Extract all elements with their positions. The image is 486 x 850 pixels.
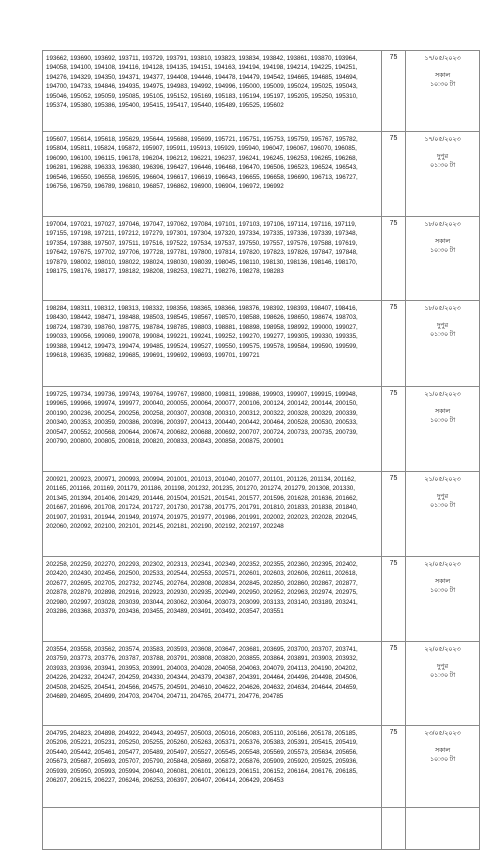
roll-numbers-cell: 193662, 193690, 193692, 193711, 193729, 193791, 193810, 193823, 193834, 193842, 193861, 193870, 193964, 194058, 194100, 194108, 194116, 194128, 194135, 194151, 194163, 194194, 194198, 194214, 194225, 194251, 194276, 194329, 194350, 194371, 194377, 194408, 194446, 194478, 194479, 194542, 194665, 194685, 194694, 194700, 194733, 194846, 194935, 194975, 194983, 194992, 194996, 195000, 195009, 195024, 195025, 195043, 195046, 195052, 195059, 195085, 195105, 195152, 195169, 195183, 195194, 195197, 195205, 195250, 195310, 195374, 195380, 195386, 195400, 195415, 195417, 195440, 195489, 195525, 195602	[43, 51, 382, 132]
schedule-cell	[406, 472, 480, 557]
candidate-count-cell: 75	[382, 51, 406, 132]
exam-time: ০১:৩০ টা	[429, 331, 456, 338]
exam-date: ২১/০৫/২০২৩	[424, 476, 461, 483]
exam-time: ১০:৩০ টা	[429, 81, 456, 88]
exam-date: ২২/০৫/২০২৩	[424, 646, 461, 653]
candidate-count-cell: 75	[382, 132, 406, 217]
schedule-cell	[406, 51, 480, 132]
schedule-cell	[406, 808, 480, 850]
exam-time: ০১:৩০ টা	[429, 672, 456, 679]
exam-date: ২১/০৫/২০২৩	[424, 391, 461, 398]
candidate-count-cell	[382, 808, 406, 850]
schedule-cell	[406, 642, 480, 726]
roll-numbers-cell	[43, 808, 382, 850]
table-row	[43, 132, 480, 217]
schedule-cell	[406, 132, 480, 217]
exam-session: সকাল	[434, 238, 451, 245]
schedule-cell	[406, 387, 480, 472]
roll-numbers-cell: 198284, 198311, 198312, 198313, 198332, 198356, 198365, 198366, 198376, 198392, 198393, 198407, 198416, 198430, 198442, 198471, 198488, 198503, 198545, 198567, 198570, 198588, 198626, 198650, 198674, 198703, 198724, 198739, 198760, 198775, 198784, 198785, 198803, 198881, 198898, 198958, 198992, 199000, 199027, 199033, 199056, 199069, 199078, 199084, 199221, 199241, 199252, 199270, 199277, 199305, 199330, 199335, 199388, 199412, 199473, 199474, 199485, 199524, 199527, 199550, 199575, 199578, 199584, 199590, 199599, 199618, 199635, 199682, 199685, 199691, 199692, 199693, 199701, 199721	[43, 301, 382, 387]
roll-numbers-cell: 200921, 200923, 200971, 200993, 200994, 201001, 201013, 201040, 201077, 201101, 201126, 201134, 201162, 201165, 201166, 201169, 201179, 201186, 201198, 201232, 201235, 201270, 201274, 201279, 201308, 201330, 201345, 201394, 201406, 201429, 201446, 201504, 201521, 201541, 201577, 201596, 201628, 201636, 201662, 201667, 201696, 201708, 201724, 201727, 201730, 201738, 201775, 201791, 201810, 201833, 201838, 201840, 201907, 201931, 201944, 201949, 201974, 201975, 201977, 201986, 201991, 202002, 202023, 202028, 202045, 202060, 202092, 202100, 202101, 202145, 202181, 202190, 202192, 202197, 202248	[43, 472, 382, 557]
exam-schedule-table	[42, 50, 480, 850]
exam-time: ১০:৩০ টা	[429, 417, 456, 424]
exam-time: ১০:৩০ টা	[429, 756, 456, 763]
exam-session: সকাল	[434, 408, 451, 415]
exam-session: দুপুর	[436, 322, 449, 329]
exam-session: সকাল	[434, 747, 451, 754]
exam-date: ১৮/০৫/২০২৩	[424, 305, 461, 312]
schedule-cell	[406, 217, 480, 301]
table-row	[43, 472, 480, 557]
table-row	[43, 642, 480, 726]
table-row	[43, 387, 480, 472]
exam-date: ১৭/০৫/২০২৩	[424, 136, 461, 143]
roll-numbers-cell: 202258, 202259, 202270, 202293, 202302, 202313, 202341, 202349, 202352, 202355, 202360, 202395, 202402, 202420, 202430, 202456, 202500, 202533, 202544, 202553, 202571, 202601, 202603, 202606, 202611, 202618, 202677, 202695, 202705, 202732, 202745, 202764, 202808, 202834, 202845, 202850, 202860, 202867, 202877, 202878, 202879, 202898, 202916, 202923, 202930, 202935, 202949, 202950, 202952, 202963, 202974, 202975, 202980, 202997, 203028, 203039, 203044, 203062, 203064, 203073, 203099, 203133, 203140, 203189, 203241, 203286, 203368, 203379, 203436, 203455, 203489, 203491, 203492, 203547, 203551	[43, 557, 382, 642]
roll-numbers-cell: 197004, 197021, 197027, 197046, 197047, 197062, 197084, 197101, 197103, 197106, 197114, 197116, 197119, 197155, 197198, 197211, 197212, 197279, 197301, 197304, 197320, 197334, 197335, 197336, 197339, 197348, 197354, 197388, 197507, 197511, 197516, 197522, 197534, 197537, 197550, 197557, 197576, 197588, 197619, 197642, 197675, 197702, 197706, 197728, 197781, 197800, 197814, 197820, 197823, 197826, 197847, 197848, 197879, 198002, 198010, 198022, 198024, 198030, 198039, 198045, 198110, 198130, 198136, 198146, 198170, 198175, 198176, 198177, 198182, 198208, 198253, 198271, 198276, 198278, 198283	[43, 217, 382, 301]
roll-numbers-cell: 204795, 204823, 204898, 204922, 204943, 204957, 205003, 205016, 205083, 205110, 205166, 205178, 205185, 205206, 205221, 205231, 205250, 205255, 205260, 205263, 205371, 205376, 205383, 205391, 205415, 205419, 205440, 205442, 205461, 205477, 205489, 205497, 205527, 205545, 205548, 205569, 205573, 205634, 205656, 205673, 205687, 205693, 205707, 205790, 205848, 205869, 205872, 205876, 205909, 205920, 205925, 205936, 205939, 205950, 205993, 205994, 206040, 206081, 206101, 206123, 206151, 206152, 206164, 206176, 206185, 206207, 206215, 206227, 206246, 206253, 206397, 206407, 206414, 206429, 206453	[43, 726, 382, 808]
exam-session: সকাল	[434, 72, 451, 79]
exam-time: ১০:৩০ টা	[429, 587, 456, 594]
table-row	[43, 557, 480, 642]
candidate-count-cell: 75	[382, 726, 406, 808]
exam-time: ০১:৩০ টা	[429, 502, 456, 509]
roll-numbers-cell: 203554, 203558, 203562, 203574, 203583, 203593, 203608, 203647, 203681, 203695, 203700, 203707, 203741, 203759, 203773, 203776, 203787, 203788, 203791, 203808, 203820, 203855, 203864, 203891, 203903, 203932, 203933, 203936, 203941, 203953, 203991, 204003, 204028, 204058, 204063, 204079, 204113, 204190, 204202, 204226, 204232, 204247, 204259, 204330, 204344, 204379, 204387, 204391, 204464, 204496, 204498, 204506, 204508, 204525, 204541, 204566, 204575, 204591, 204610, 204622, 204626, 204632, 204634, 204644, 204659, 204689, 204695, 204699, 204703, 204704, 204711, 204765, 204771, 204776, 204785	[43, 642, 382, 726]
exam-session: দুপুর	[436, 663, 449, 670]
exam-date: ১৮/০৫/২০২৩	[424, 221, 461, 228]
exam-time: ১০:৩০ টা	[429, 247, 456, 254]
candidate-count-cell: 75	[382, 301, 406, 387]
table-row	[43, 301, 480, 387]
exam-session: সকাল	[434, 578, 451, 585]
exam-session: দুপুর	[436, 153, 449, 160]
candidate-count-cell: 75	[382, 387, 406, 472]
table-row	[43, 726, 480, 808]
table-row	[43, 51, 480, 132]
exam-session: দুপুর	[436, 493, 449, 500]
table-row	[43, 217, 480, 301]
schedule-cell	[406, 726, 480, 808]
candidate-count-cell: 75	[382, 557, 406, 642]
candidate-count-cell: 75	[382, 217, 406, 301]
exam-time: ০১:৩০ টা	[429, 162, 456, 169]
table-row	[43, 808, 480, 850]
exam-date: ২৩/০৫/২০২৩	[424, 730, 461, 737]
roll-numbers-cell: 199725, 199734, 199736, 199743, 199764, 199767, 199800, 199811, 199886, 199903, 199907, 199915, 199948, 199965, 199966, 199974, 199977, 200040, 200055, 200064, 200077, 200106, 200124, 200142, 200144, 200150, 200190, 200236, 200254, 200256, 200258, 200307, 200308, 200310, 200312, 200322, 200328, 200329, 200339, 200340, 200353, 200359, 200386, 200396, 200397, 200413, 200440, 200442, 200464, 200528, 200530, 200533, 200547, 200552, 200568, 200644, 200674, 200682, 200688, 200692, 200707, 200724, 200733, 200735, 200739, 200790, 200800, 200805, 200818, 200820, 200833, 200843, 200858, 200875, 200901	[43, 387, 382, 472]
candidate-count-cell: 75	[382, 472, 406, 557]
schedule-cell	[406, 301, 480, 387]
roll-numbers-cell: 195607, 195614, 195618, 195629, 195644, 195688, 195699, 195721, 195751, 195753, 195759, 195767, 195782, 195804, 195811, 195824, 195872, 195907, 195911, 195913, 195929, 195940, 196047, 196067, 196070, 196085, 196090, 196100, 196115, 196178, 196204, 196212, 196221, 196237, 196241, 196245, 196253, 196265, 196268, 196281, 196288, 196333, 196380, 196396, 196427, 196446, 196468, 196470, 196506, 196523, 196524, 196543, 196546, 196550, 196558, 196595, 196604, 196617, 196619, 196643, 196655, 196658, 196690, 196713, 196727, 196756, 196759, 196789, 196810, 196857, 196862, 196900, 196904, 196972, 196992	[43, 132, 382, 217]
candidate-count-cell: 75	[382, 642, 406, 726]
schedule-cell	[406, 557, 480, 642]
exam-date: ২২/০৫/২০২৩	[424, 561, 461, 568]
exam-date: ১৭/০৫/২০২৩	[424, 55, 461, 62]
